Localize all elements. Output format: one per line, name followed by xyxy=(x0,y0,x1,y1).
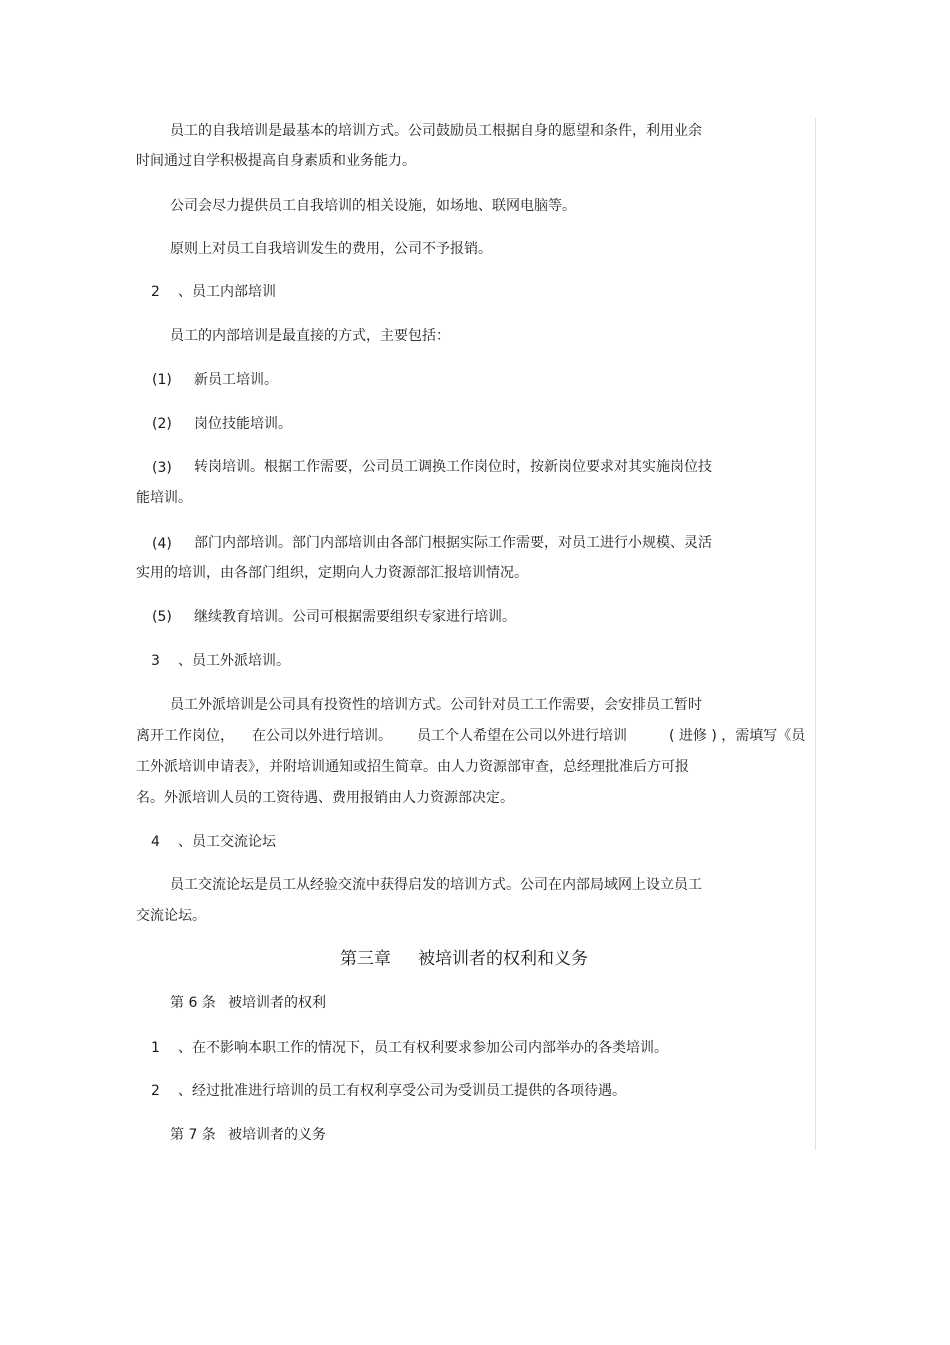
list-item-text: 岗位技能培训。 xyxy=(194,416,292,432)
paragraph-external-line2-part3: 员工个人希望在公司以外进行培训 xyxy=(417,728,627,744)
list-item-text-continued: 能培训。 xyxy=(136,490,192,506)
list-item-text: 新员工培训。 xyxy=(194,372,278,388)
rights-item-text: 、在不影响本职工作的情况下，员工有权利要求参加公司内部举办的各类培训。 xyxy=(178,1040,668,1056)
paragraph-facilities: 公司会尽力提供员工自我培训的相关设施，如场地、联网电脑等。 xyxy=(170,198,576,214)
section-number: 3 xyxy=(151,653,160,669)
article-title-obligations: 被培训者的义务 xyxy=(228,1127,326,1143)
section-heading-internal-training: 、员工内部培训 xyxy=(178,284,276,300)
paragraph-external-line2-part2: 在公司以外进行培训。 xyxy=(252,728,392,744)
list-item-number: (4) xyxy=(152,536,172,552)
paragraph-self-training-line2: 时间通过自学积极提高自身素质和业务能力。 xyxy=(136,153,416,169)
section-number: 4 xyxy=(151,834,160,850)
chapter-number: 第三章 xyxy=(340,949,391,969)
item-number: 1 xyxy=(151,1040,160,1056)
section-number: 2 xyxy=(151,284,160,300)
list-item-text: 部门内部培训。部门内部培训由各部门根据实际工作需要，对员工进行小规模、灵活 xyxy=(194,535,712,551)
article-number: 第 7 条 xyxy=(170,1127,216,1143)
list-item-number: (5) xyxy=(152,609,172,625)
paragraph-external-line2-part4: ( 进修 ) ，需填写《员 xyxy=(669,728,806,744)
list-item-text-continued: 实用的培训，由各部门组织，定期向人力资源部汇报培训情况。 xyxy=(136,565,528,581)
list-item-number: (2) xyxy=(152,416,172,432)
item-number: 2 xyxy=(151,1083,160,1099)
list-item-text: 继续教育培训。公司可根据需要组织专家进行培训。 xyxy=(194,609,516,625)
list-item-number: (3) xyxy=(152,460,172,476)
page-margin-rule xyxy=(815,118,816,1150)
chapter-title: 被培训者的权利和义务 xyxy=(418,949,588,969)
paragraph-forum-line1: 员工交流论坛是员工从经验交流中获得启发的培训方式。公司在内部局域网上设立员工 xyxy=(170,877,702,893)
paragraph-external-line4: 名。外派培训人员的工资待遇、费用报销由人力资源部决定。 xyxy=(136,790,514,806)
paragraph-external-line1: 员工外派培训是公司具有投资性的培训方式。公司针对员工工作需要，会安排员工暂时 xyxy=(170,697,702,713)
rights-item-text: 、经过批准进行培训的员工有权利享受公司为受训员工提供的各项待遇。 xyxy=(178,1083,626,1099)
list-item-number: (1) xyxy=(152,372,172,388)
paragraph-self-training-line1: 员工的自我培训是最基本的培训方式。公司鼓励员工根据自身的愿望和条件，利用业余 xyxy=(170,123,702,139)
paragraph-forum-line2: 交流论坛。 xyxy=(136,908,206,924)
paragraph-internal-intro: 员工的内部培训是最直接的方式，主要包括： xyxy=(170,328,450,344)
paragraph-external-line3: 工外派培训申请表》，并附培训通知或招生简章。由人力资源部审查，总经理批准后方可报 xyxy=(136,759,689,775)
article-title-rights: 被培训者的权利 xyxy=(228,995,326,1011)
article-number: 第 6 条 xyxy=(170,995,216,1011)
paragraph-external-line2-part1: 离开工作岗位， xyxy=(136,728,234,744)
list-item-text: 转岗培训。根据工作需要，公司员工调换工作岗位时，按新岗位要求对其实施岗位技 xyxy=(194,459,712,475)
section-heading-forum: 、员工交流论坛 xyxy=(178,834,276,850)
paragraph-no-reimbursement: 原则上对员工自我培训发生的费用，公司不予报销。 xyxy=(170,241,492,257)
section-heading-external-training: 、员工外派培训。 xyxy=(178,653,290,669)
